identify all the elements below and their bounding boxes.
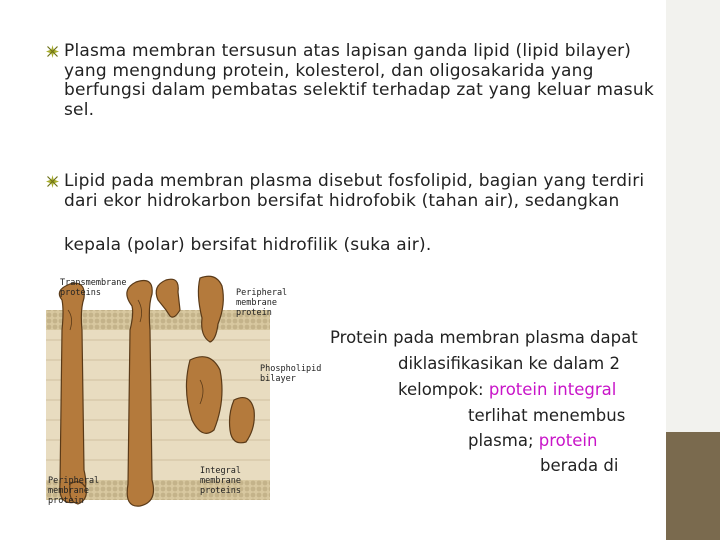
caption-line-3-text: kelompok: bbox=[398, 380, 489, 399]
label-transmembrane-proteins: Transmembrane proteins bbox=[60, 278, 127, 298]
caption-line-1: Protein pada membran plasma dapat bbox=[330, 328, 638, 347]
bullet-paragraph-2: Lipid pada membran plasma disebut fosfolipid, bagian yang terdiri dari ekor hidrokarbon bersifat hidrofobik (tahan air), sedangkan bbox=[64, 171, 645, 211]
label-peripheral-membrane-protein-bottom: Peripheral membrane protein bbox=[48, 476, 100, 506]
decor-side-panel bbox=[666, 0, 720, 432]
label-phospholipid-bilayer: Phospholipid bilayer bbox=[260, 364, 322, 384]
caption-line-3 bbox=[398, 378, 616, 402]
caption-line-5 bbox=[468, 429, 597, 453]
caption-line-6: berada di bbox=[540, 456, 619, 475]
caption-line-5-text: plasma; bbox=[468, 431, 539, 450]
label-integral-membrane-proteins: Integral membrane proteins bbox=[200, 466, 241, 496]
highlight-protein-integral: protein integral bbox=[488, 380, 617, 399]
bullet-star-icon bbox=[46, 175, 59, 188]
bullet-paragraph-2-continuation: kepala (polar) bersifat hidrofilik (suka air). bbox=[64, 235, 432, 255]
caption-line-2: diklasifikasikan ke dalam 2 bbox=[398, 354, 620, 373]
highlight-protein: protein bbox=[538, 431, 598, 450]
decor-side-block bbox=[666, 432, 720, 540]
bullet-paragraph-1: Plasma membran tersusun atas lapisan ganda lipid (lipid bilayer) yang mengndung protein, kolesterol, dan oligosakarida yang berfungsi dalam pembatas selektif terhadap zat yang keluar masuk sel. bbox=[64, 41, 654, 120]
caption-line-4: terlihat menembus bbox=[468, 406, 626, 425]
label-peripheral-membrane-protein-top: Peripheral membrane protein bbox=[236, 288, 288, 318]
bullet-star-icon bbox=[46, 45, 59, 58]
membrane-protein-figure bbox=[40, 270, 322, 540]
